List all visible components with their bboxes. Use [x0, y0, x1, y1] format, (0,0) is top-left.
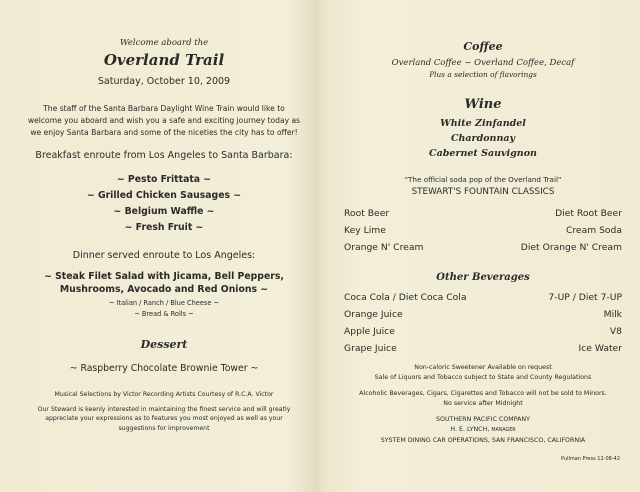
midnight-note: No service after Midnight: [443, 400, 523, 407]
coffee-flavors: Plus a selection of flavorings: [429, 70, 537, 79]
dinner-heading: Dinner served enroute to Los Angeles:: [72, 250, 256, 261]
soda-row: [344, 239, 622, 256]
print-code: Pullman Press 12-08-42: [560, 456, 620, 462]
dinner-option: ~ Italian / Ranch / Blue Cheese ~: [108, 299, 220, 307]
breakfast-item: ~ Pesto Frittata ~: [116, 174, 212, 185]
train-name: Overland Trail: [103, 51, 225, 69]
soda-left: Orange N' Cream: [344, 242, 424, 253]
welcome-text: Welcome aboard the: [119, 38, 209, 48]
menu-date: Saturday, October 10, 2009: [97, 76, 231, 87]
dinner-main-item: ~ Steak Filet Salad with Jicama, Bell Peppers, Mushrooms, Avocado and Red Onions ~: [44, 271, 284, 295]
soda-right: Diet Orange N' Cream: [520, 242, 622, 253]
beverage-left: Apple Juice: [344, 326, 395, 337]
breakfast-item: ~ Fresh Fruit ~: [124, 222, 204, 233]
soda-left: Root Beer: [344, 208, 390, 219]
manager-title: MANAGER: [491, 428, 516, 433]
dessert-item: ~ Raspberry Chocolate Brownie Tower ~: [69, 363, 259, 374]
beverage-left: Coca Cola / Diet Coca Cola: [344, 292, 467, 303]
soda-right: Diet Root Beer: [555, 208, 622, 219]
beverage-right: Ice Water: [578, 343, 622, 354]
beverage-right: Milk: [603, 309, 622, 320]
dessert-heading: Dessert: [140, 338, 188, 351]
liquor-note: Sale of Liquors and Tobacco subject to State and County Regulations: [374, 374, 592, 381]
beverage-row: [344, 340, 622, 357]
beverage-left: Grape Juice: [344, 343, 397, 354]
right-page: [320, 0, 640, 492]
soda-row: [344, 205, 622, 222]
company-name: SOUTHERN PACIFIC COMPANY: [436, 416, 530, 423]
beverage-right: 7-UP / Diet 7-UP: [548, 292, 622, 303]
music-note: Musical Selections by Victor Recording Artists Courtesy of R.C.A. Victor: [54, 391, 274, 398]
beverage-left: Orange Juice: [344, 309, 403, 320]
steward-note: Our Steward is keenly interested in maintaining the finest service and will greatly appreciate your expressions as to features you most enjoyed as well as your suggestions for improvement: [37, 405, 291, 432]
beverage-row: [344, 323, 622, 340]
breakfast-heading: Breakfast enroute from Los Angeles to Santa Barbara:: [35, 150, 293, 161]
intro-text: The staff of the Santa Barbara Daylight Wine Train would like to welcome you aboard and wish you a safe and exciting journey today as we enjoy Santa Barbara and some of the niceties the city has to offer!: [27, 104, 301, 137]
operations-line: SYSTEM DINING CAR OPERATIONS, SAN FRANCISCO, CALIFORNIA: [380, 437, 586, 444]
manager-name: H. E. LYNCH,: [450, 426, 490, 433]
coffee-heading: Coffee: [463, 40, 503, 53]
breakfast-item: ~ Grilled Chicken Sausages ~: [86, 190, 242, 201]
beverage-row: [344, 289, 622, 306]
soda-left: Key Lime: [344, 225, 386, 236]
coffee-line: Overland Coffee ~ Overland Coffee, Decaf: [391, 58, 575, 68]
wine-item: White Zinfandel: [440, 118, 526, 129]
wine-heading: Wine: [464, 97, 502, 112]
wine-item: Chardonnay: [450, 133, 516, 144]
soda-tagline: "The official soda pop of the Overland Trail": [404, 175, 562, 184]
alcohol-note: Alcoholic Beverages, Cigars, Cigarettes and Tobacco will not be sold to Minors.: [359, 390, 607, 397]
breakfast-item: ~ Belgium Waffle ~: [113, 206, 215, 217]
soda-right: Cream Soda: [565, 225, 622, 236]
beverage-row: [344, 306, 622, 323]
soda-row: [344, 222, 622, 239]
manager-line: [344, 425, 622, 436]
dinner-option: ~ Bread & Rolls ~: [134, 310, 194, 318]
beverage-right: V8: [609, 326, 622, 337]
soda-heading: STEWART'S FOUNTAIN CLASSICS: [411, 187, 555, 197]
wine-item: Cabernet Sauvignon: [429, 148, 537, 159]
sweetener-note: Non-caloric Sweetener Available on request: [414, 364, 552, 371]
other-beverages-heading: Other Beverages: [436, 272, 530, 283]
